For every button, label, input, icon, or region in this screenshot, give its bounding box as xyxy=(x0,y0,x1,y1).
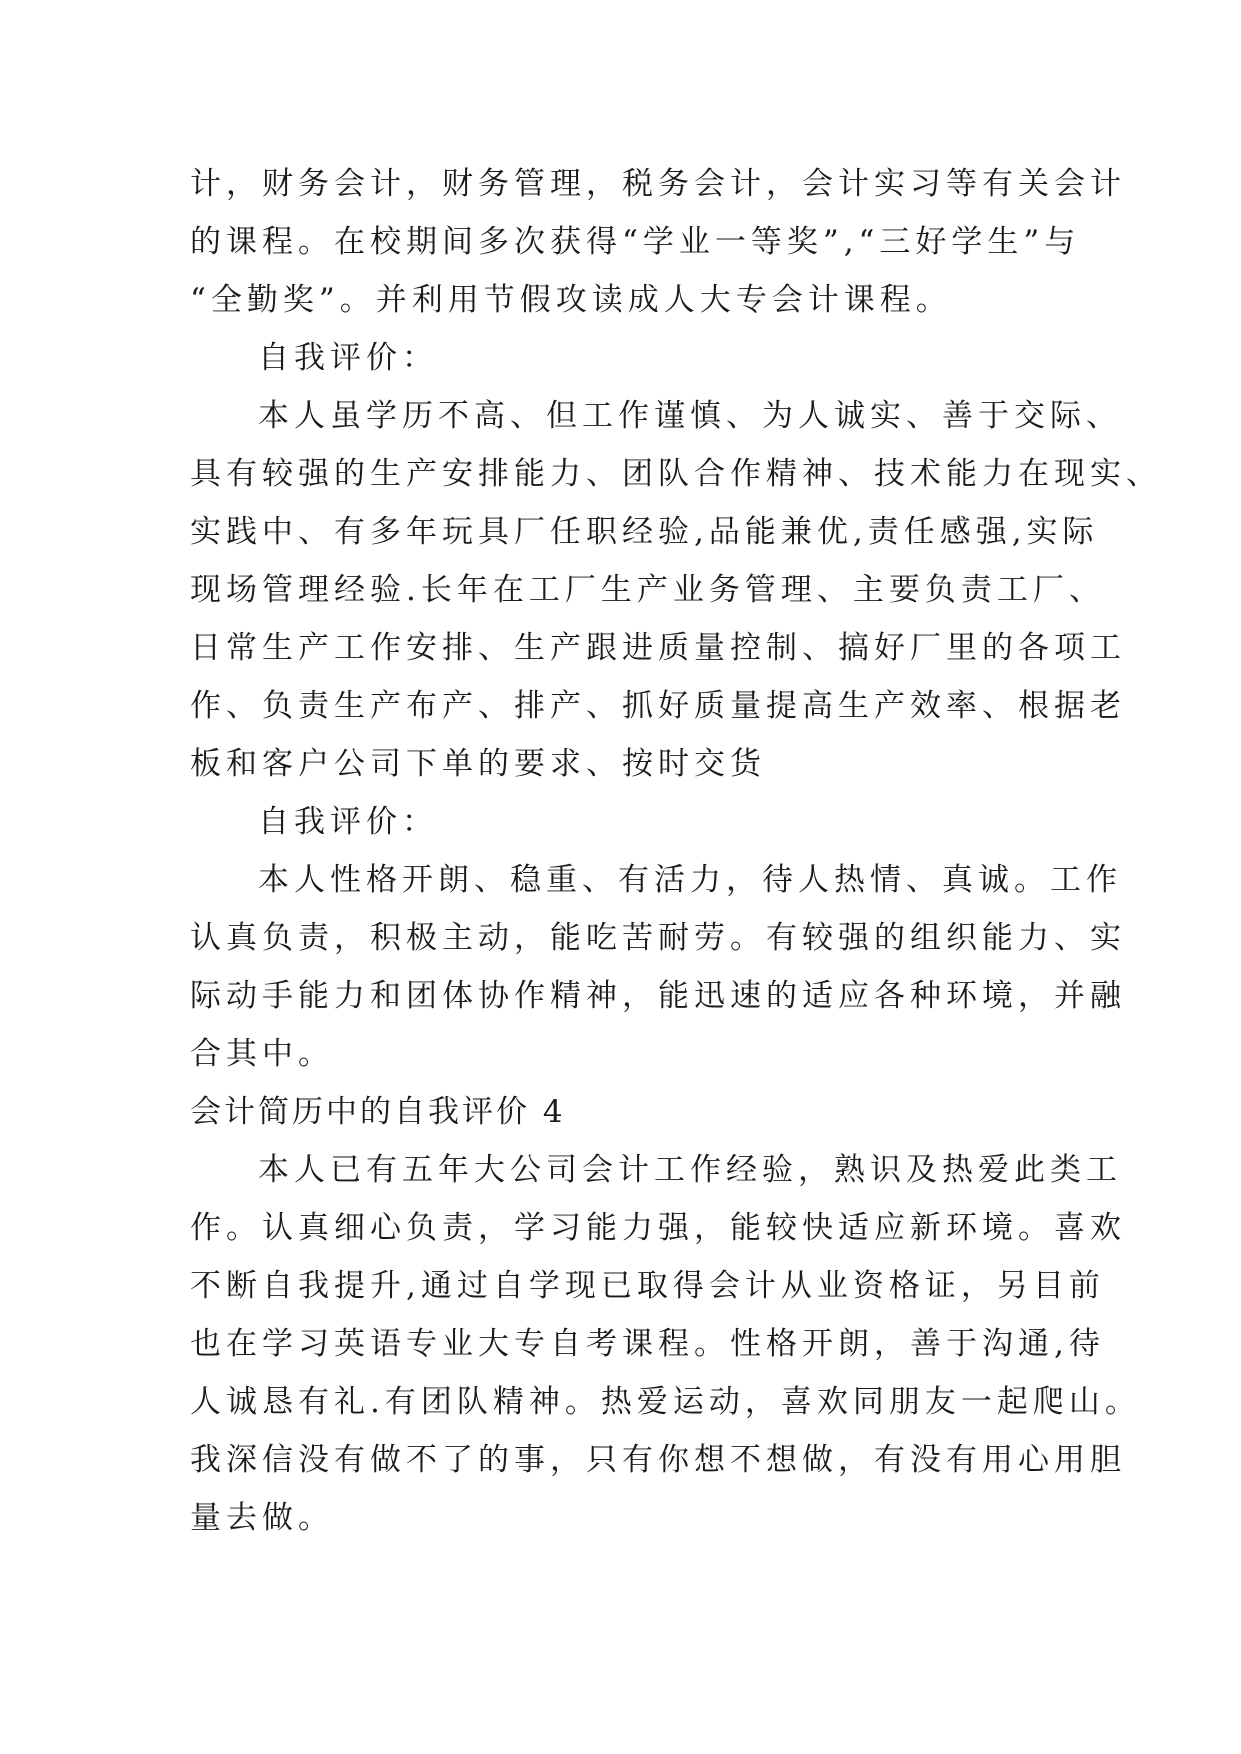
section-heading: 会计简历中的自我评价 4 xyxy=(190,1094,566,1130)
text-line: 板和客户公司下单的要求、按时交货 xyxy=(190,746,766,782)
text-line: 本人性格开朗、稳重、有活力，待人热情、真诚。工作 xyxy=(258,862,1122,898)
text-line: 我深信没有做不了的事，只有你想不想做，有没有用心用胆 xyxy=(190,1442,1126,1478)
text-line: 现场管理经验.长年在工厂生产业务管理、主要负责工厂、 xyxy=(190,572,1105,608)
text-line: 人诚恳有礼.有团队精神。热爱运动，喜欢同朋友一起爬山。 xyxy=(190,1384,1141,1420)
text-line: 也在学习英语专业大专自考课程。性格开朗，善于沟通,待 xyxy=(190,1326,1105,1362)
text-line: “全勤奖”。并利用节假攻读成人大专会计课程。 xyxy=(190,282,952,318)
text-line: 本人已有五年大公司会计工作经验，熟识及热爱此类工 xyxy=(258,1152,1122,1188)
text-line: 际动手能力和团体协作精神，能迅速的适应各种环境，并融 xyxy=(190,978,1126,1014)
section-label: 自我评价： xyxy=(258,340,438,376)
text-line: 作、负责生产布产、排产、抓好质量提高生产效率、根据老 xyxy=(190,688,1126,724)
text-line: 的课程。在校期间多次获得“学业一等奖”,“三好学生”与 xyxy=(190,224,1081,260)
document-body xyxy=(190,155,1162,1547)
text-line: 作。认真细心负责，学习能力强，能较快适应新环境。喜欢 xyxy=(190,1210,1126,1246)
text-line: 认真负责，积极主动，能吃苦耐劳。有较强的组织能力、实 xyxy=(190,920,1126,956)
text-line: 计，财务会计，财务管理，税务会计，会计实习等有关会计 xyxy=(190,166,1126,202)
text-line: 日常生产工作安排、生产跟进质量控制、搞好厂里的各项工 xyxy=(190,630,1126,666)
text-line: 量去做。 xyxy=(190,1500,334,1536)
text-line: 具有较强的生产安排能力、团队合作精神、技术能力在现实、 xyxy=(190,456,1162,492)
text-line: 合其中。 xyxy=(190,1036,334,1072)
text-line: 实践中、有多年玩具厂任职经验,品能兼优,责任感强,实际 xyxy=(190,514,1099,550)
text-line: 不断自我提升,通过自学现已取得会计从业资格证，另目前 xyxy=(190,1268,1105,1304)
section-label: 自我评价： xyxy=(258,804,438,840)
text-line: 本人虽学历不高、但工作谨慎、为人诚实、善于交际、 xyxy=(258,398,1122,434)
